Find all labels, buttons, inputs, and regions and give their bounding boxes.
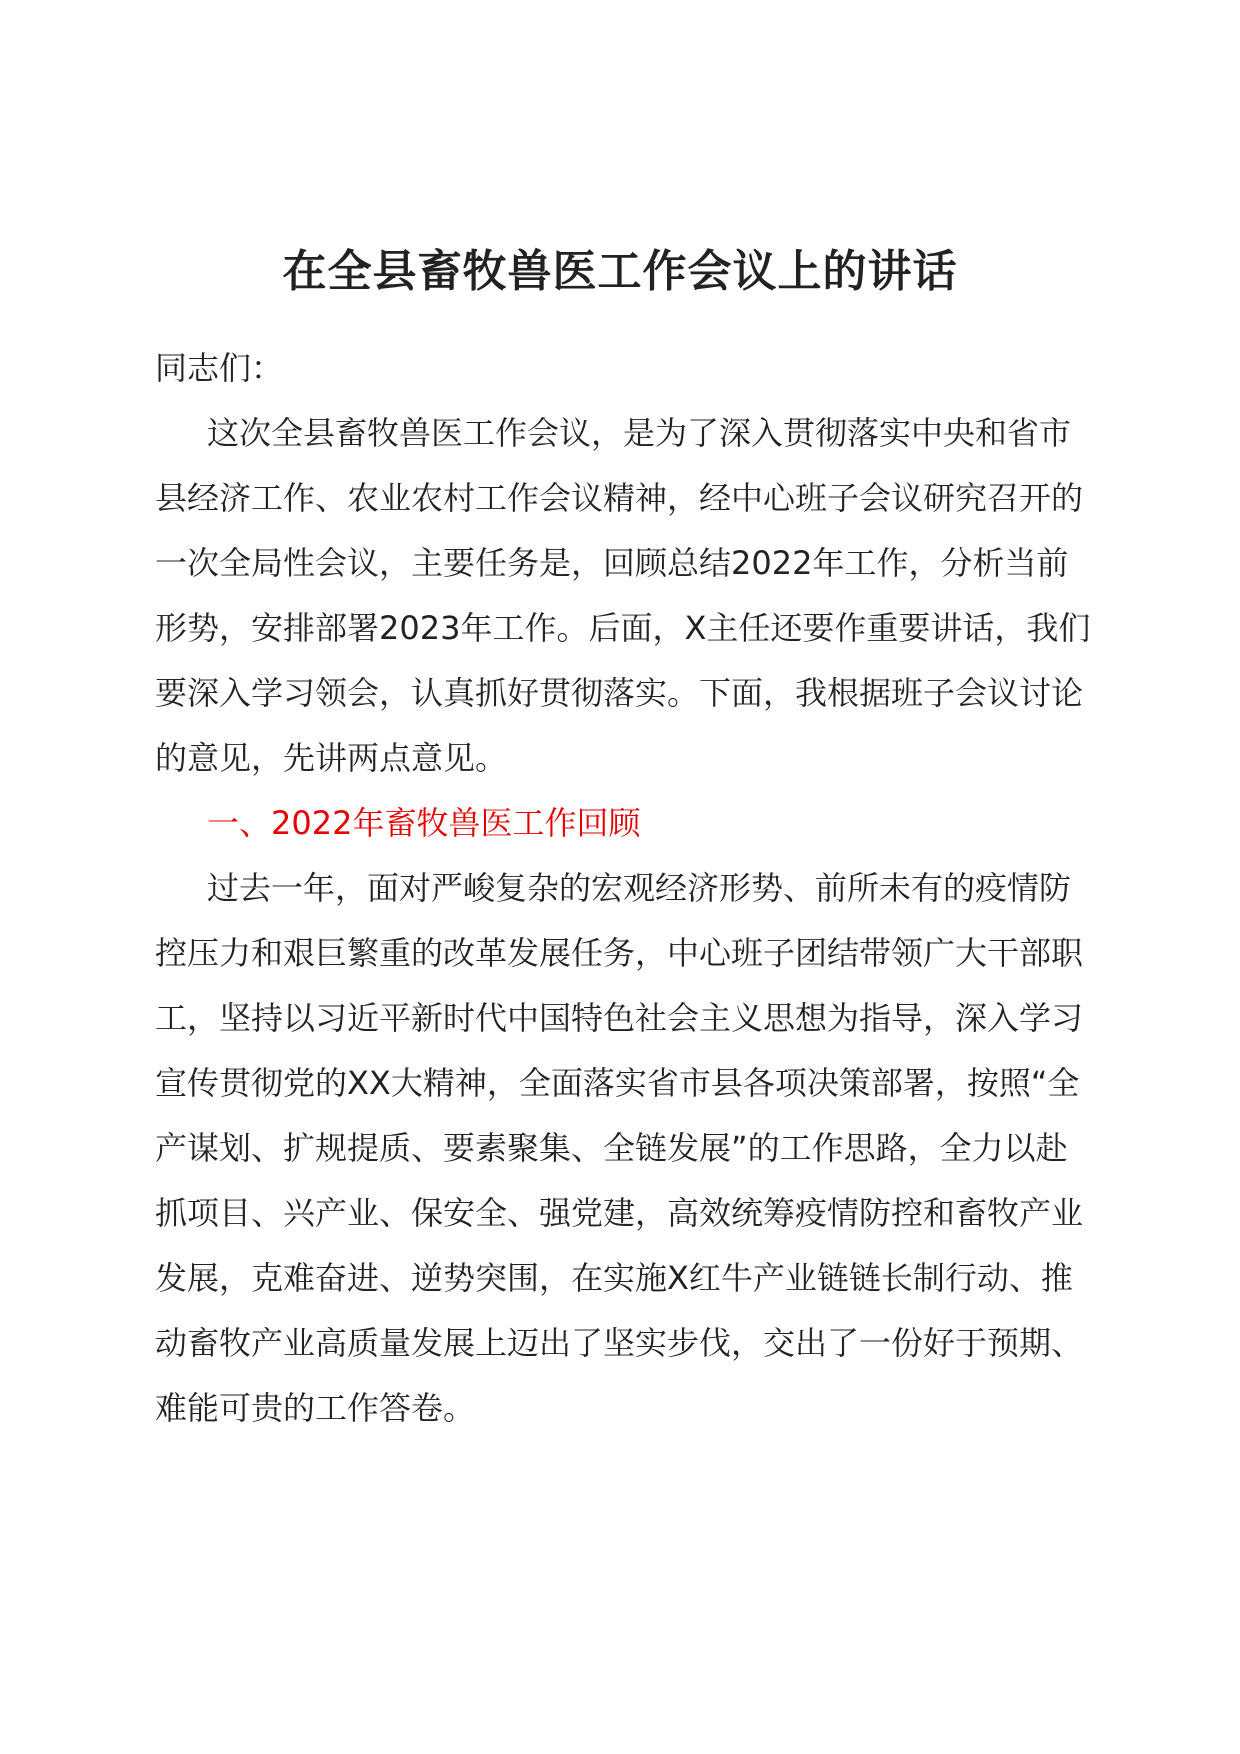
section-paragraph: 过去一年，面对严峻复杂的宏观经济形势、前所未有的疫情防控压力和艰巨繁重的改革发展任务，中心班子团结带领广大干部职工，坚持以习近平新时代中国特色社会主义思想为指导，深入学习宣传贯彻党的XX大精神，全面落实省市县各项决策部署，按照“全产谋划、扩规提质、要素聚集、全链发展”的工作思路，全力以赴抓项目、兴产业、保安全、强党建，高效统筹疫情防控和畜牧产业发展，克难奋进、逆势突围，在实施X红牛产业链链长制行动、推动畜牧产业高质量发展上迈出了坚实步伐，交出了一份好于预期、难能可贵的工作答卷。 bbox=[155, 869, 1084, 1427]
document-body bbox=[155, 336, 1095, 1441]
intro-paragraph: 这次全县畜牧兽医工作会议，是为了深入贯彻落实中央和省市县经济工作、农业农村工作会议精神，经中心班子会议研究召开的一次全局性会议，主要任务是，回顾总结2022年工作，分析当前形势，安排部署2023年工作。后面，X主任还要作重要讲话，我们要深入学习领会，认真抓好贯彻落实。下面，我根据班子会议讨论的意见，先讲两点意见。 bbox=[155, 414, 1091, 777]
salutation: 同志们： bbox=[155, 349, 284, 387]
document-title: 在全县畜牧兽医工作会议上的讲话 bbox=[282, 246, 958, 297]
section-heading: 一、2022年畜牧兽医工作回顾 bbox=[207, 804, 641, 842]
